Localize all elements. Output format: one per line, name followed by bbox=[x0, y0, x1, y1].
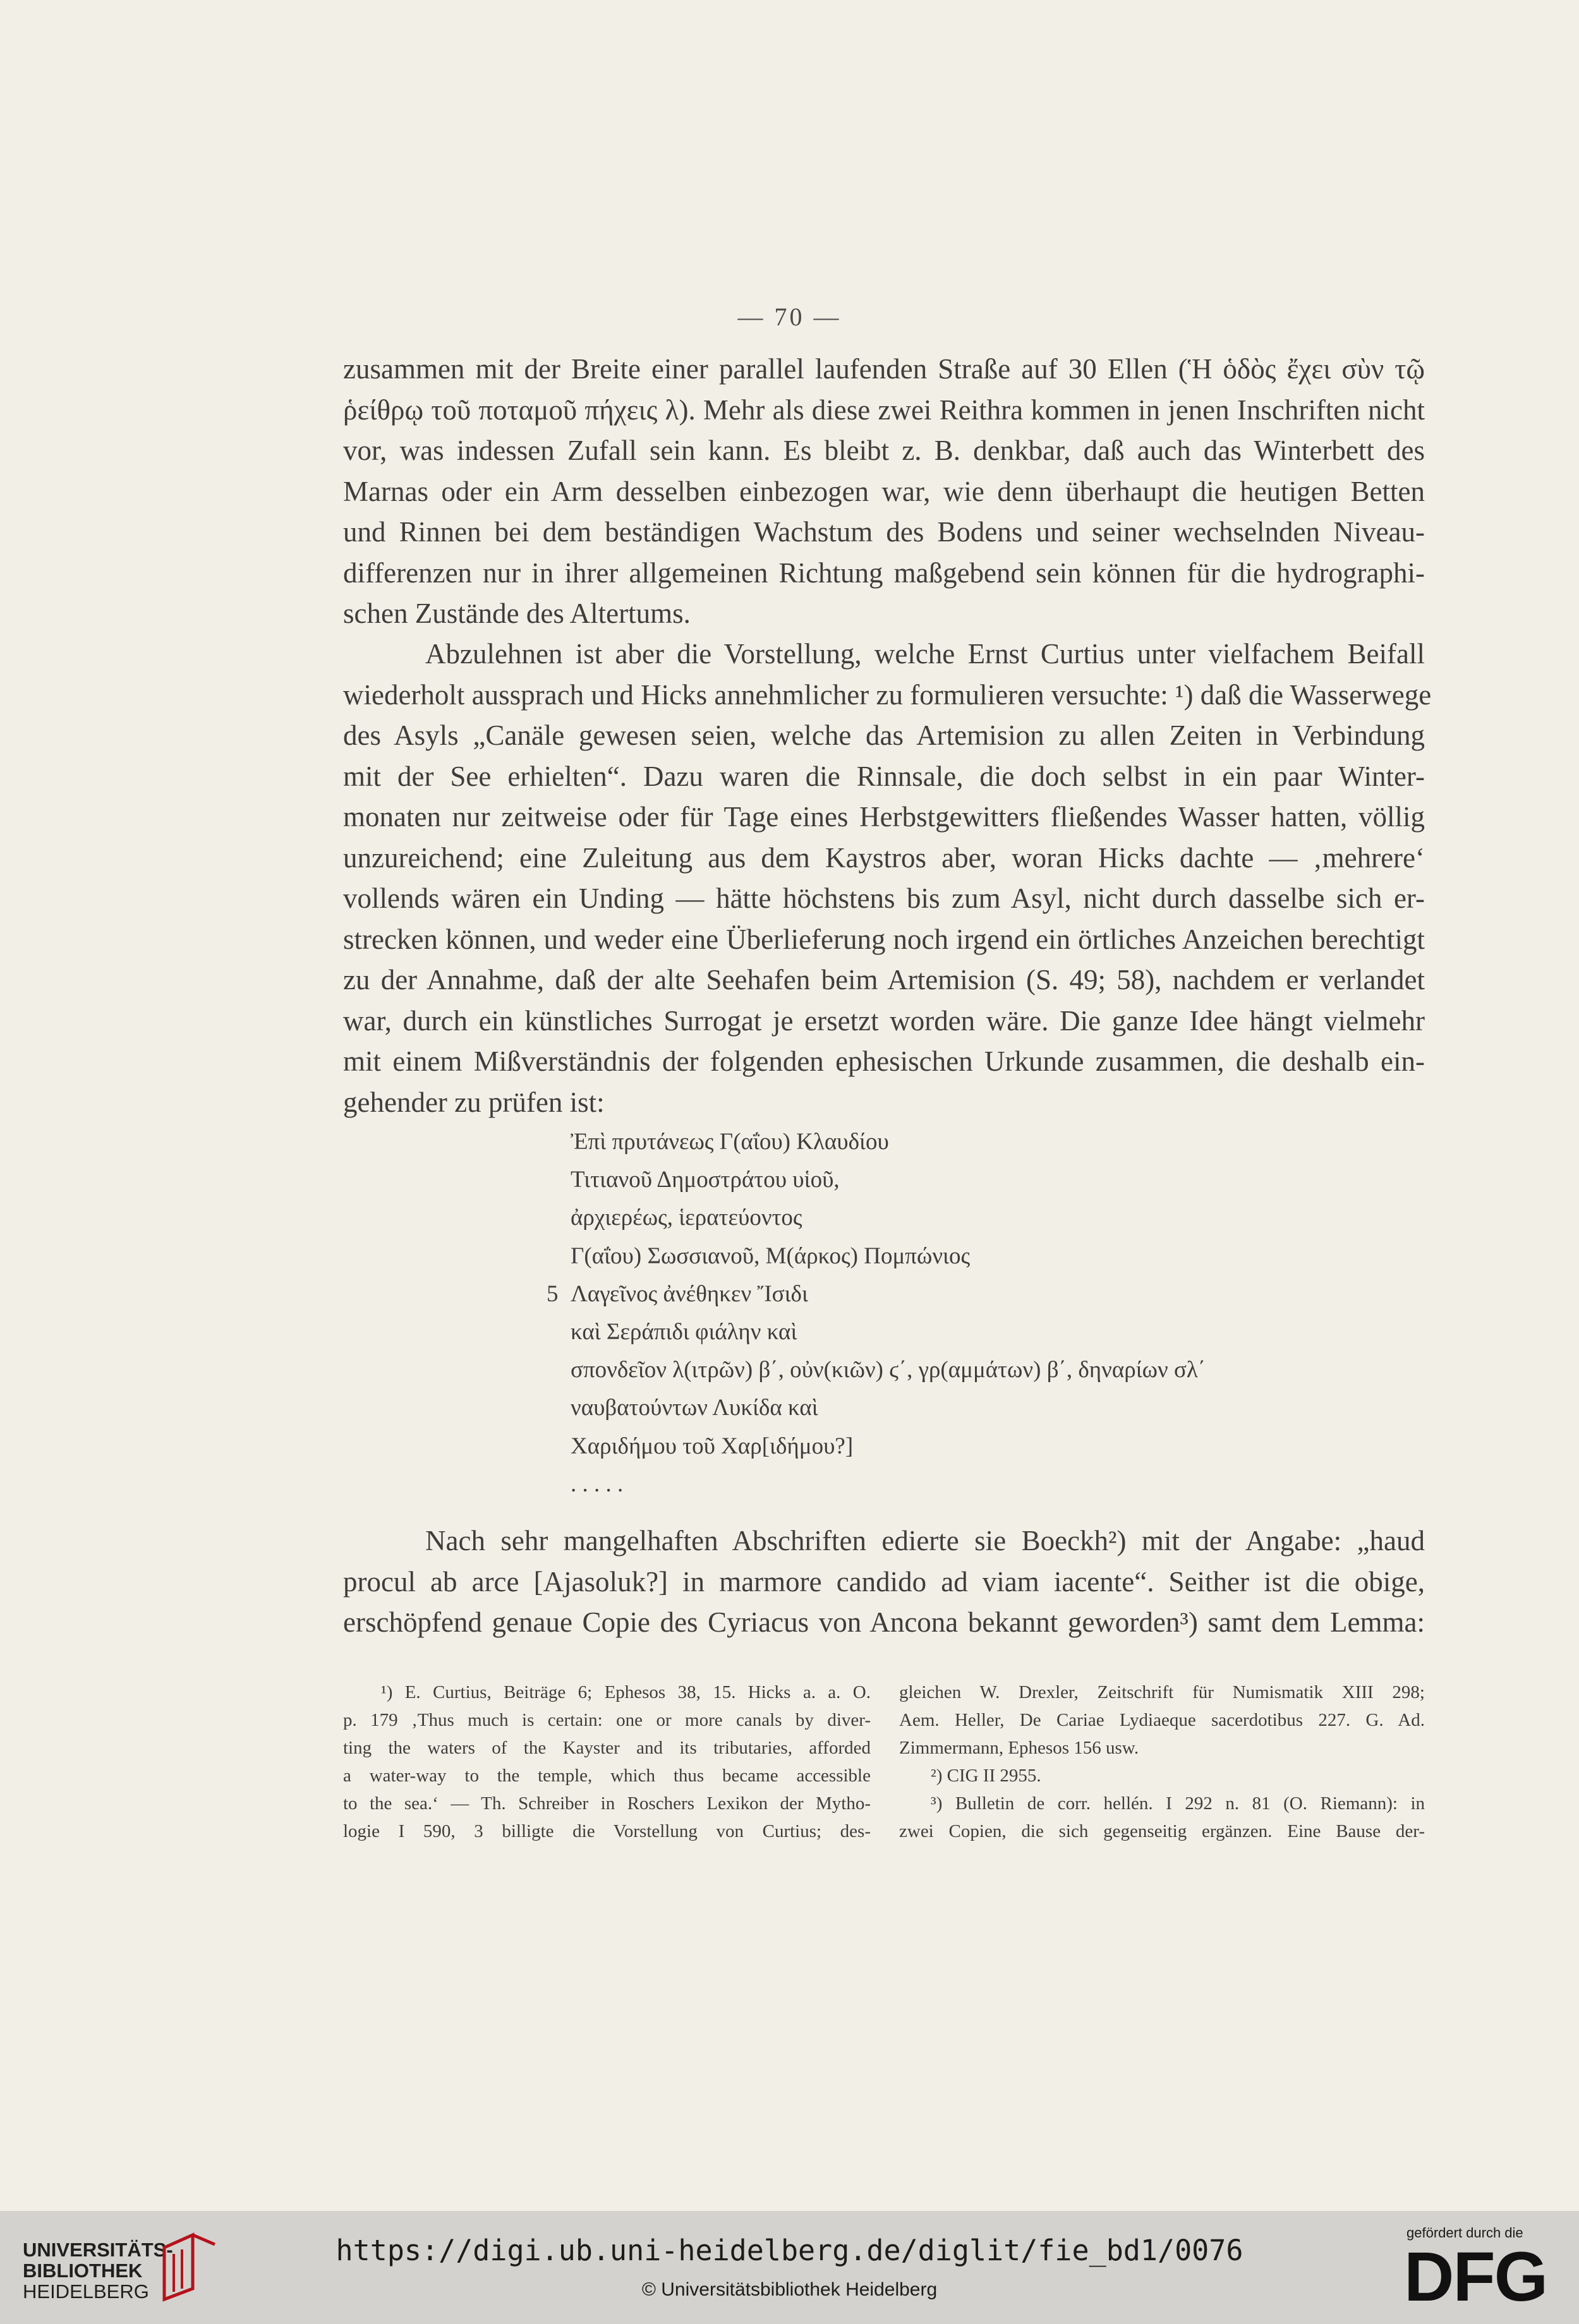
viewer-footer bbox=[0, 2211, 1579, 2324]
text-line: mit der See erhielten“. Dazu waren die Rinnsale, die doch selbst in ein paar Winter- bbox=[343, 760, 1425, 792]
library-name-line: UNIVERSITÄTS- bbox=[23, 2239, 173, 2261]
text-line: strecken können, und weder eine Überlieferung noch irgend ein örtliches Anzeichen berechtigt bbox=[343, 923, 1425, 955]
inscription-line bbox=[571, 1351, 1206, 1389]
footnote-line: to the sea.‘ — Th. Schreiber in Roschers Lexikon der Mytho- bbox=[343, 1793, 871, 1814]
line-number: 5 bbox=[547, 1280, 559, 1307]
footnotes-right-column bbox=[899, 1678, 1425, 1845]
text-line: vor, was indessen Zufall sein kann. Es bleibt z. B. denkbar, daß auch das Winterbett des bbox=[343, 435, 1425, 466]
footnote-line: ³) Bulletin de corr. hellén. I 292 n. 81 (O. Riemann): in bbox=[931, 1793, 1425, 1814]
paragraph-2 bbox=[343, 634, 1432, 1123]
inscription-text: Ἐπὶ πρυτάνεως Γ(αΐου) Κλαυδίου bbox=[571, 1129, 889, 1155]
inscription-line bbox=[571, 1428, 1206, 1466]
inscription-line bbox=[571, 1313, 1206, 1351]
footnote-line: ting the waters of the Kayster and its tributaries, afforded bbox=[343, 1738, 871, 1758]
text-line: ῥείθρῳ τοῦ ποταμοῦ πήχεις λ). Mehr als diese zwei Reithra kommen in jenen Inschriften nicht bbox=[343, 394, 1425, 426]
copyright-notice: © Universitätsbibliothek Heidelberg bbox=[641, 2279, 938, 2300]
text-line: gehender zu prüfen ist: bbox=[343, 1086, 605, 1118]
footnotes-left-column bbox=[343, 1678, 871, 1845]
text-line: unzureichend; eine Zuleitung aus dem Kaystros aber, woran Hicks dachte — ‚mehrere‘ bbox=[343, 841, 1425, 874]
text-line: monaten nur zeitweise oder für Tage eines Herbstgewitters fließendes Wasser hatten, völlig bbox=[343, 801, 1425, 833]
text-line: procul ab arce [Ajasoluk?] in marmore candido ad viam iacente“. Seither ist die obige, bbox=[343, 1565, 1425, 1598]
inscription-text: Τιτιανοῦ Δημοστράτου υἱοῦ, bbox=[571, 1167, 840, 1193]
footnote-line: logie I 590, 3 billigte die Vorstellung von Curtius; des- bbox=[343, 1821, 871, 1841]
text-line: erschöpfend genaue Copie des Cyriacus von Ancona bekannt geworden³) samt dem Lemma: bbox=[343, 1606, 1425, 1638]
greek-inscription bbox=[547, 1123, 1206, 1503]
inscription-text: Λαγεῖνος ἀνέθηκεν Ἴσιδι bbox=[571, 1280, 808, 1307]
text-line: mit einem Mißverständnis der folgenden ephesischen Urkunde zusammen, die deshalb ein- bbox=[343, 1045, 1425, 1077]
text-line: differenzen nur in ihrer allgemeinen Richtung maßgebend sein können für die hydrographi- bbox=[343, 557, 1425, 589]
text-line: war, durch ein künstliches Surrogat je ersetzt worden wäre. Die ganze Idee hängt vielmehr bbox=[343, 1004, 1425, 1037]
inscription-text: σπονδεῖον λ(ιτρῶν) β΄, οὐν(κιῶν) ϛ΄, γρ(αμμάτων) β΄, δηναρίων σλ΄ bbox=[571, 1357, 1206, 1383]
footnote-line: a water-way to the temple, which thus became accessible bbox=[343, 1766, 871, 1786]
inscription-text: Γ(αΐου) Σωσσιανοῦ, Μ(άρκος) Πομπώνιος bbox=[571, 1243, 971, 1269]
paragraph-3 bbox=[343, 1520, 1425, 1643]
footnote-line: ²) CIG II 2955. bbox=[931, 1766, 1041, 1786]
inscription-line bbox=[547, 1275, 1206, 1313]
text-line: zusammen mit der Breite einer parallel laufenden Straße auf 30 Ellen (Ἡ ὁδὸς ἔχει σὺν τῷ bbox=[343, 353, 1425, 385]
text-line: zu der Annahme, daß der alte Seehafen beim Artemision (S. 49; 58), nachdem er verlandet bbox=[343, 964, 1425, 996]
inscription-text: ναυβατούντων Λυκίδα καὶ bbox=[571, 1395, 818, 1421]
library-city: HEIDELBERG bbox=[23, 2280, 149, 2303]
text-line: Abzulehnen ist aber die Vorstellung, welche Ernst Curtius unter vielfachem Beifall bbox=[425, 638, 1425, 670]
inscription-text: καὶ Σεράπιδι φιάλην καὶ bbox=[571, 1319, 797, 1346]
text-line: schen Zustände des Altertums. bbox=[343, 598, 691, 629]
inscription-line bbox=[571, 1389, 1206, 1427]
text-line: und Rinnen bei dem beständigen Wachstum des Bodens und seiner wechselnden Niveau- bbox=[343, 516, 1425, 548]
inscription-line bbox=[571, 1161, 1206, 1199]
funding-caption: gefördert durch die bbox=[1407, 2225, 1523, 2241]
dfg-logo[interactable]: DFG bbox=[1404, 2238, 1547, 2316]
text-line: wiederholt aussprach und Hicks annehmlicher zu formulieren versuchte: ¹) daß die Wasserwege bbox=[343, 678, 1432, 711]
inscription-line bbox=[571, 1123, 1206, 1161]
footnote-line: zwei Copien, die sich gegenseitig ergänzen. Eine Bause der- bbox=[899, 1821, 1425, 1841]
footnote-line: gleichen W. Drexler, Zeitschrift für Numismatik XIII 298; bbox=[899, 1682, 1425, 1702]
inscription-line bbox=[571, 1199, 1206, 1237]
footnote-line: p. 179 ‚Thus much is certain: one or more canals by diver- bbox=[343, 1710, 871, 1730]
footnote-line: Aem. Heller, De Cariae Lydiaeque sacerdotibus 227. G. Ad. bbox=[899, 1710, 1425, 1730]
inscription-text: ἀρχιερέως, ἱερατεύοντος bbox=[571, 1205, 802, 1231]
library-name-line: BIBLIOTHEK bbox=[23, 2260, 143, 2282]
paragraph-1 bbox=[343, 349, 1425, 634]
page-number: — 70 — bbox=[737, 303, 842, 331]
text-line: Nach sehr mangelhaften Abschriften edierte sie Boeckh²) mit der Angabe: „haud bbox=[425, 1525, 1425, 1556]
inscription-line bbox=[571, 1466, 1206, 1503]
footnote-line: Zimmermann, Ephesos 156 usw. bbox=[899, 1738, 1139, 1758]
footnote-line: ¹) E. Curtius, Beiträge 6; Ephesos 38, 15. Hicks a. a. O. bbox=[381, 1682, 871, 1702]
text-line: Marnas oder ein Arm desselben einbezogen war, wie denn überhaupt die heutigen Betten bbox=[343, 475, 1425, 507]
text-line: des Asyls „Canäle gewesen seien, welche das Artemision zu allen Zeiten in Verbindung bbox=[343, 719, 1425, 751]
permalink-url[interactable]: https://digi.ub.uni-heidelberg.de/diglit/fie_bd1/0076 bbox=[336, 2234, 1243, 2267]
inscription-line bbox=[571, 1237, 1206, 1275]
inscription-text: . . . . . bbox=[571, 1471, 624, 1497]
text-line: vollends wären ein Unding — hätte höchstens bis zum Asyl, nicht durch dasselbe sich er- bbox=[343, 882, 1425, 914]
inscription-text: Χαριδήμου τοῦ Χαρ[ιδήμου?] bbox=[571, 1433, 854, 1459]
